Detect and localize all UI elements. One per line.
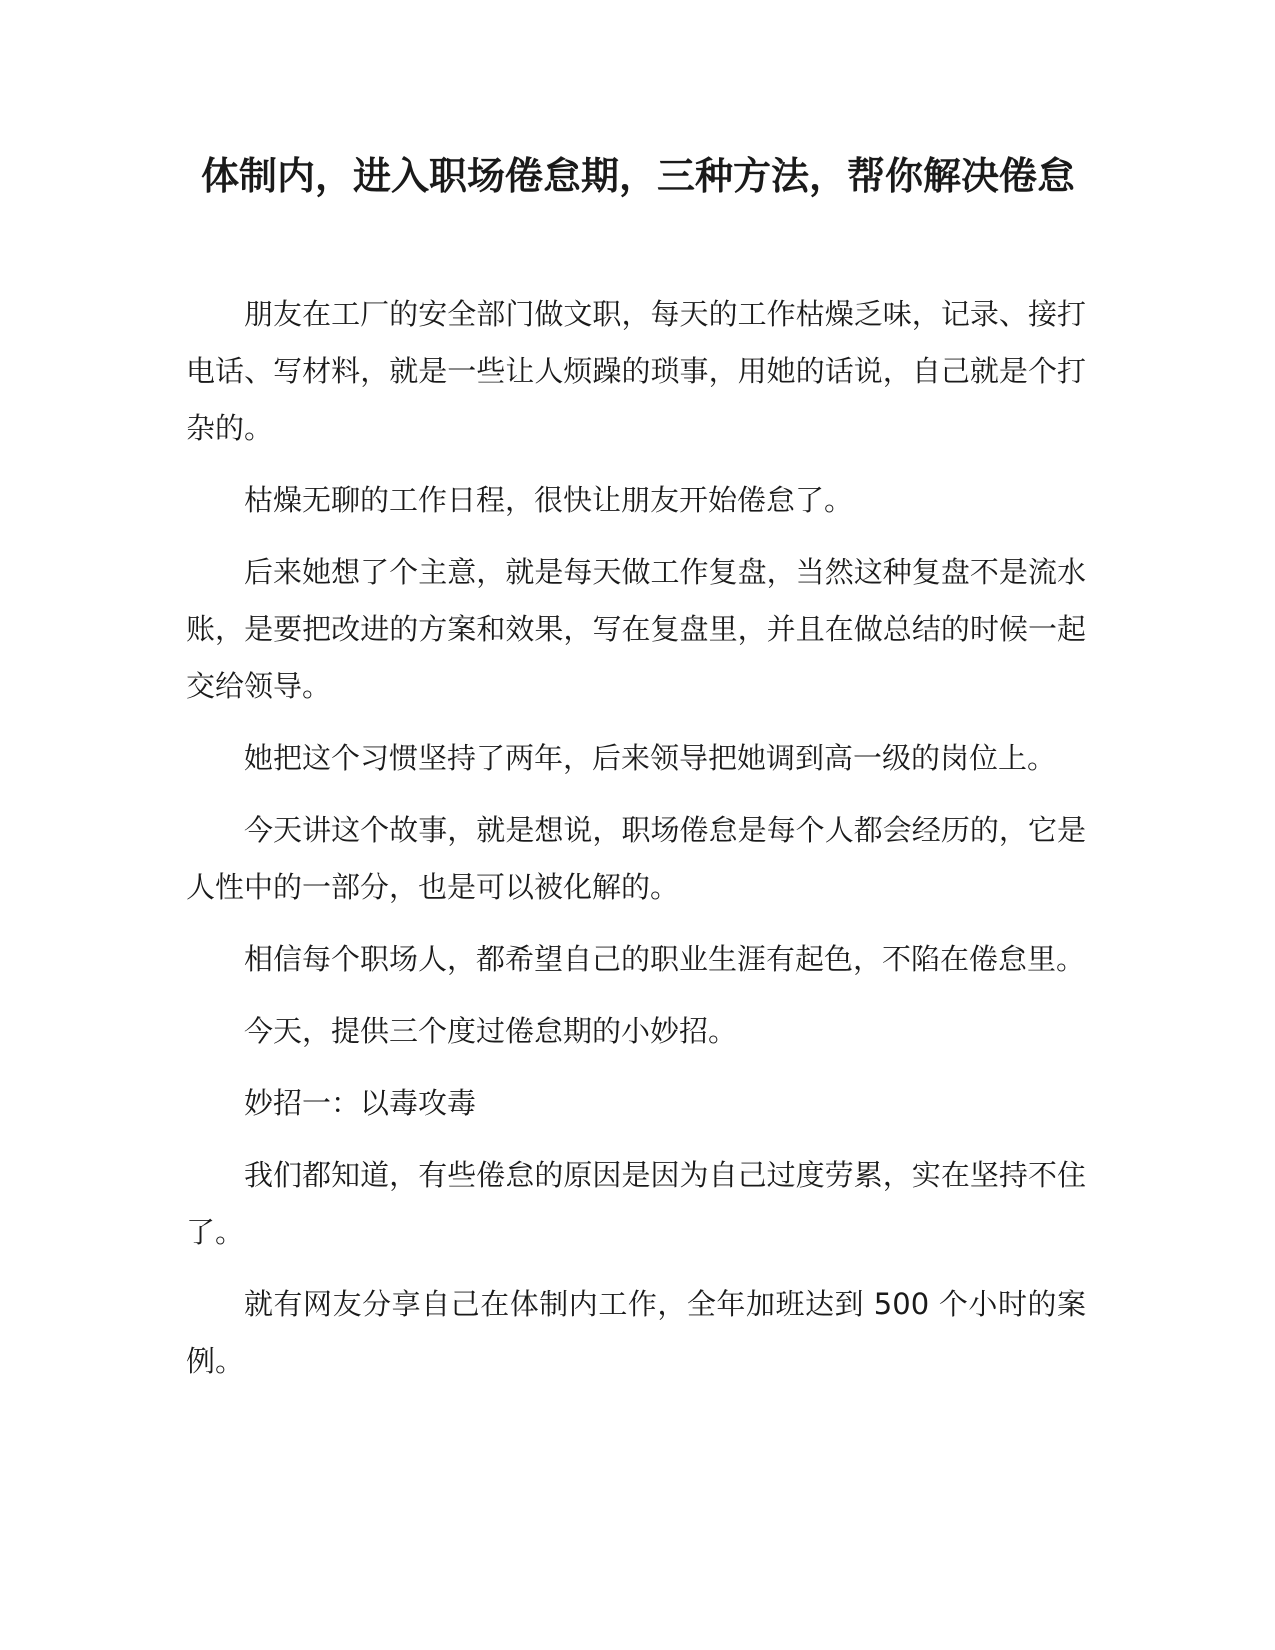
paragraph: 枯燥无聊的工作日程，很快让朋友开始倦怠了。 [244,483,854,517]
paragraph: 今天讲这个故事，就是想说，职场倦怠是每个人都会经历的，它是人性中的一部分，也是可以被化解的。 [186,813,1086,904]
section-subheading: 妙招一：以毒攻毒 [244,1086,477,1120]
paragraph: 相信每个职场人，都希望自己的职业生涯有起色，不陷在倦怠里。 [244,942,1086,976]
paragraph: 今天，提供三个度过倦怠期的小妙招。 [244,1014,738,1048]
paragraph: 后来她想了个主意，就是每天做工作复盘，当然这种复盘不是流水账，是要把改进的方案和效果，写在复盘里，并且在做总结的时候一起交给领导。 [186,555,1086,703]
paragraph: 她把这个习惯坚持了两年，后来领导把她调到高一级的岗位上。 [244,741,1057,775]
document-body [186,286,1086,1405]
paragraph: 就有网友分享自己在体制内工作，全年加班达到 500 个小时的案例。 [186,1287,1086,1378]
paragraph: 我们都知道，有些倦怠的原因是因为自己过度劳累，实在坚持不住了。 [186,1158,1086,1249]
document-title: 体制内，进入职场倦怠期，三种方法，帮你解决倦怠 [200,154,1075,198]
paragraph: 朋友在工厂的安全部门做文职，每天的工作枯燥乏味，记录、接打电话、写材料，就是一些让人烦躁的琐事，用她的话说，自己就是个打杂的。 [186,297,1086,445]
